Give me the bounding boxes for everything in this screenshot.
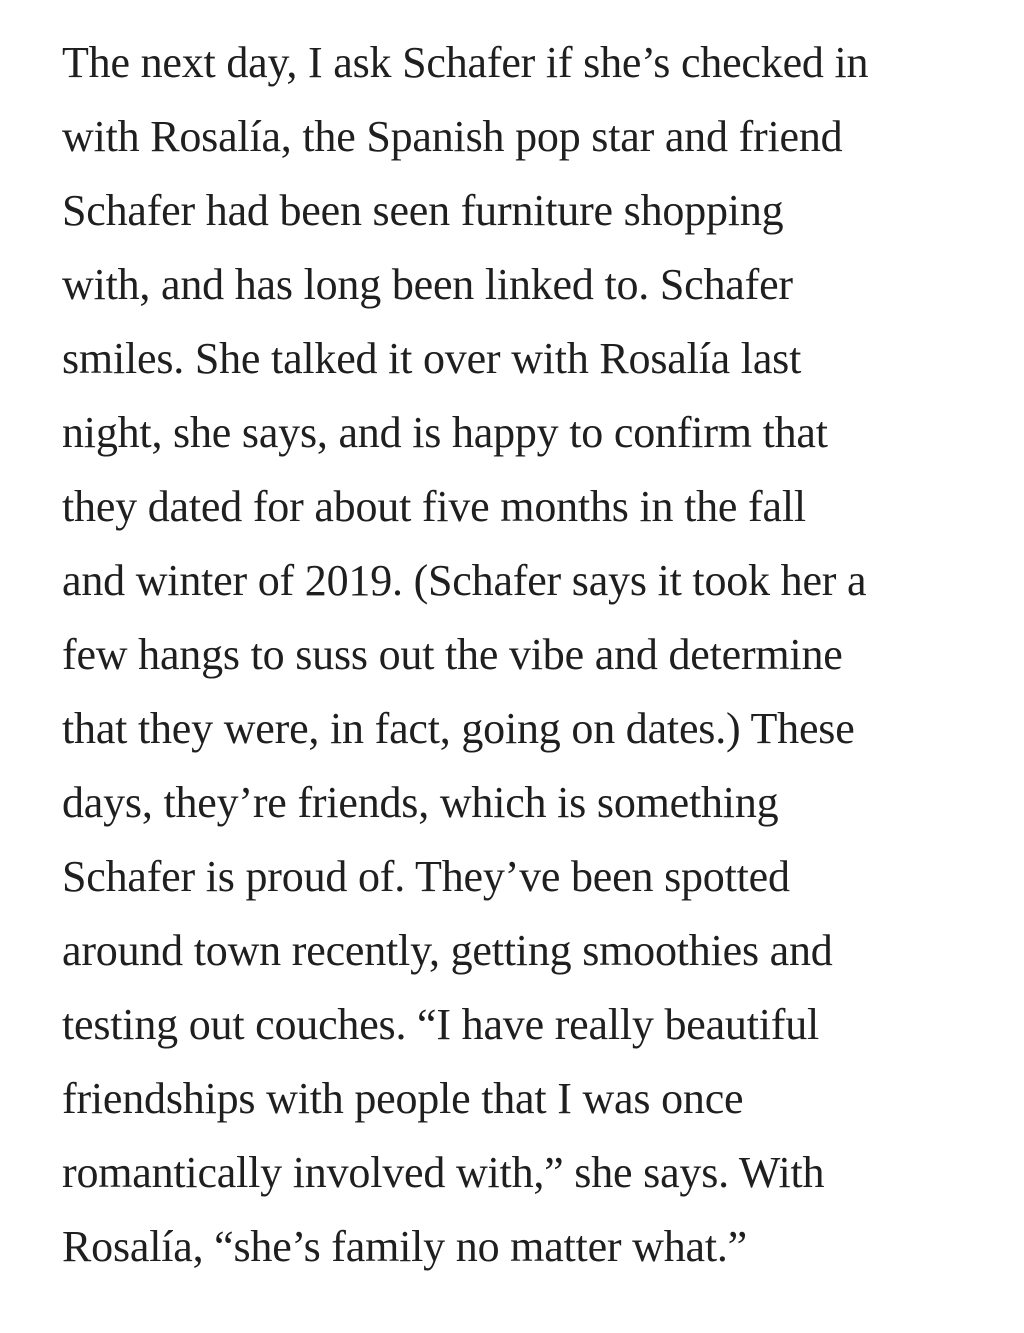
paragraph-line: around town recently, getting smoothies and [62,926,833,975]
paragraph-line: friendships with people that I was once [62,1074,744,1123]
paragraph-line: The next day, I ask Schafer if she’s checked in [62,38,869,87]
paragraph-line: Schafer is proud of. They’ve been spotted [62,852,790,901]
paragraph-line: Schafer had been seen furniture shopping [62,186,784,235]
paragraph-line: with, and has long been linked to. Schafer [62,260,793,309]
paragraph-line: that they were, in fact, going on dates.) These [62,704,855,753]
paragraph-line: romantically involved with,” she says. With [62,1148,825,1197]
paragraph-line: days, they’re friends, which is something [62,778,779,827]
paragraph-line: testing out couches. “I have really beautiful [62,1000,820,1049]
paragraph-line: smiles. She talked it over with Rosalía last [62,334,802,383]
paragraph-line: Rosalía, “she’s family no matter what.” [62,1222,748,1271]
paragraph-line: with Rosalía, the Spanish pop star and friend [62,112,843,161]
paragraph-line: they dated for about five months in the fall [62,482,806,531]
article-paragraph [62,26,1002,1284]
paragraph-line: and winter of 2019. (Schafer says it took her a [62,556,867,605]
paragraph-line: night, she says, and is happy to confirm that [62,408,828,457]
paragraph-line: few hangs to suss out the vibe and determine [62,630,843,679]
